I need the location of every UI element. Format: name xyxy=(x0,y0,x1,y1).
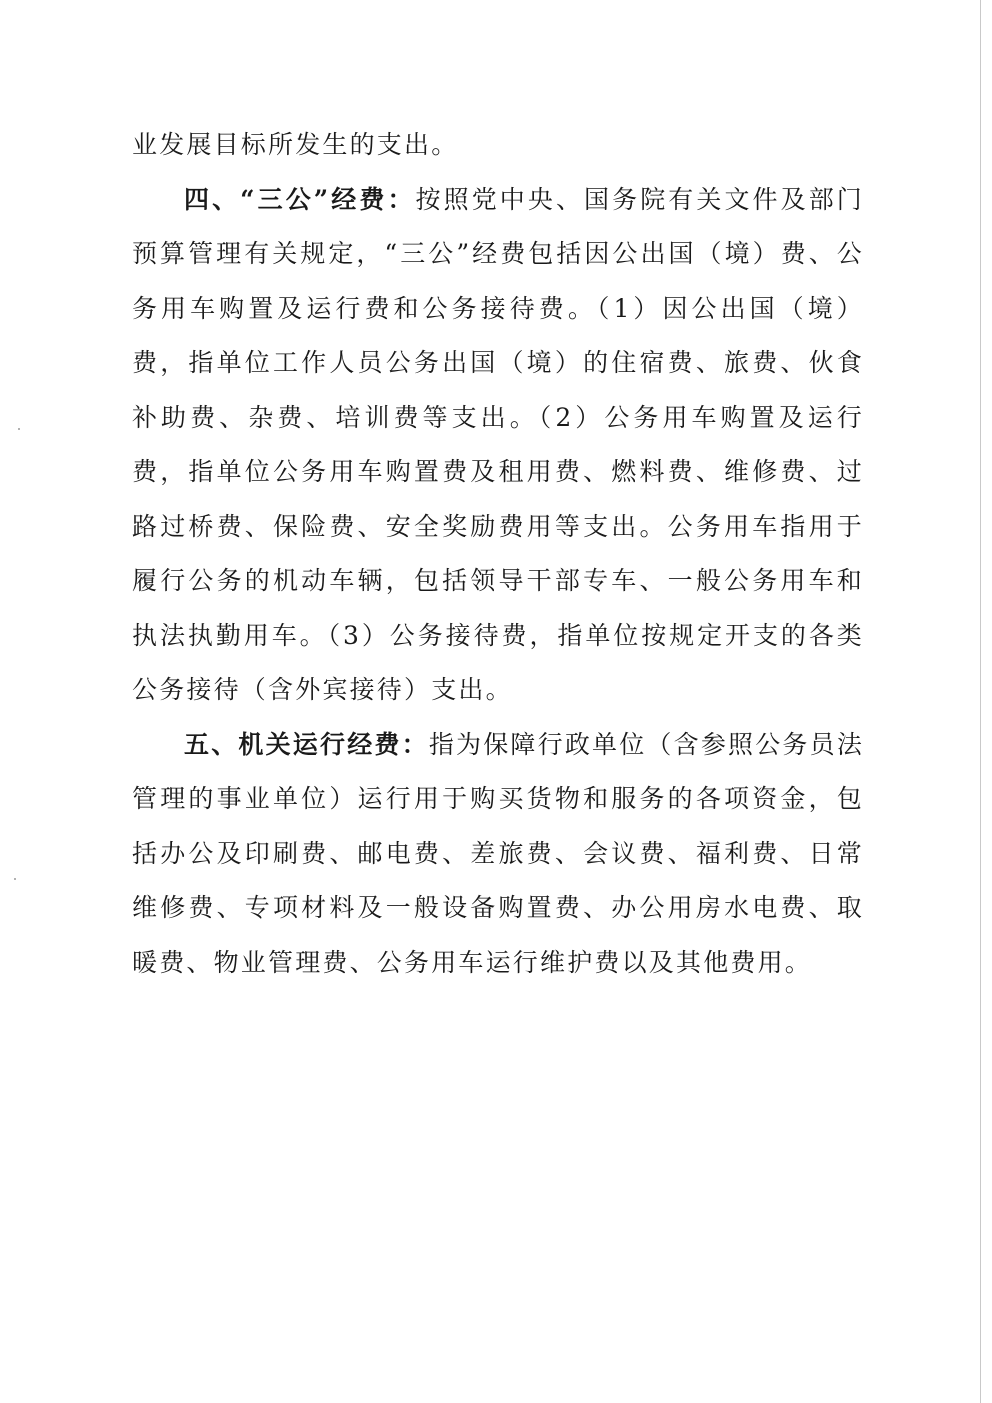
section-four-paragraph xyxy=(132,173,864,718)
scan-speck xyxy=(14,878,16,880)
section-four-body: 按照党中央、国务院有关文件及部门预算管理有关规定，“三公”经费包括因公出国（境）费、公务用车购置及运行费和公务接待费。（1）因公出国（境）费，指单位工作人员公务出国（境）的住宿费、旅费、伙食补助费、杂费、培训费等支出。（2）公务用车购置及运行费，指单位公务用车购置费及租用费、燃料费、维修费、过路过桥费、保险费、安全奖励费用等支出。公务用车指用于履行公务的机动车辆，包括领导干部专车、一般公务用车和执法执勤用车。（3）公务接待费，指单位按规定开支的各类公务接待（含外宾接待）支出。 xyxy=(132,184,865,704)
document-body xyxy=(132,118,864,990)
section-four-heading: 四、“三公”经费： xyxy=(184,184,416,214)
scan-edge-line xyxy=(980,0,981,1403)
continuation-paragraph: 业发展目标所发生的支出。 xyxy=(132,130,459,159)
section-five-paragraph xyxy=(132,718,864,991)
section-five-body: 指为保障行政单位（含参照公务员法管理的事业单位）运行用于购买货物和服务的各项资金，包括办公及印刷费、邮电费、差旅费、会议费、福利费、日常维修费、专项材料及一般设备购置费、办公用房水电费、取暖费、物业管理费、公务用车运行维护费以及其他费用。 xyxy=(132,729,865,977)
section-five-heading: 五、机关运行经费： xyxy=(184,729,429,759)
scan-speck xyxy=(18,428,20,430)
